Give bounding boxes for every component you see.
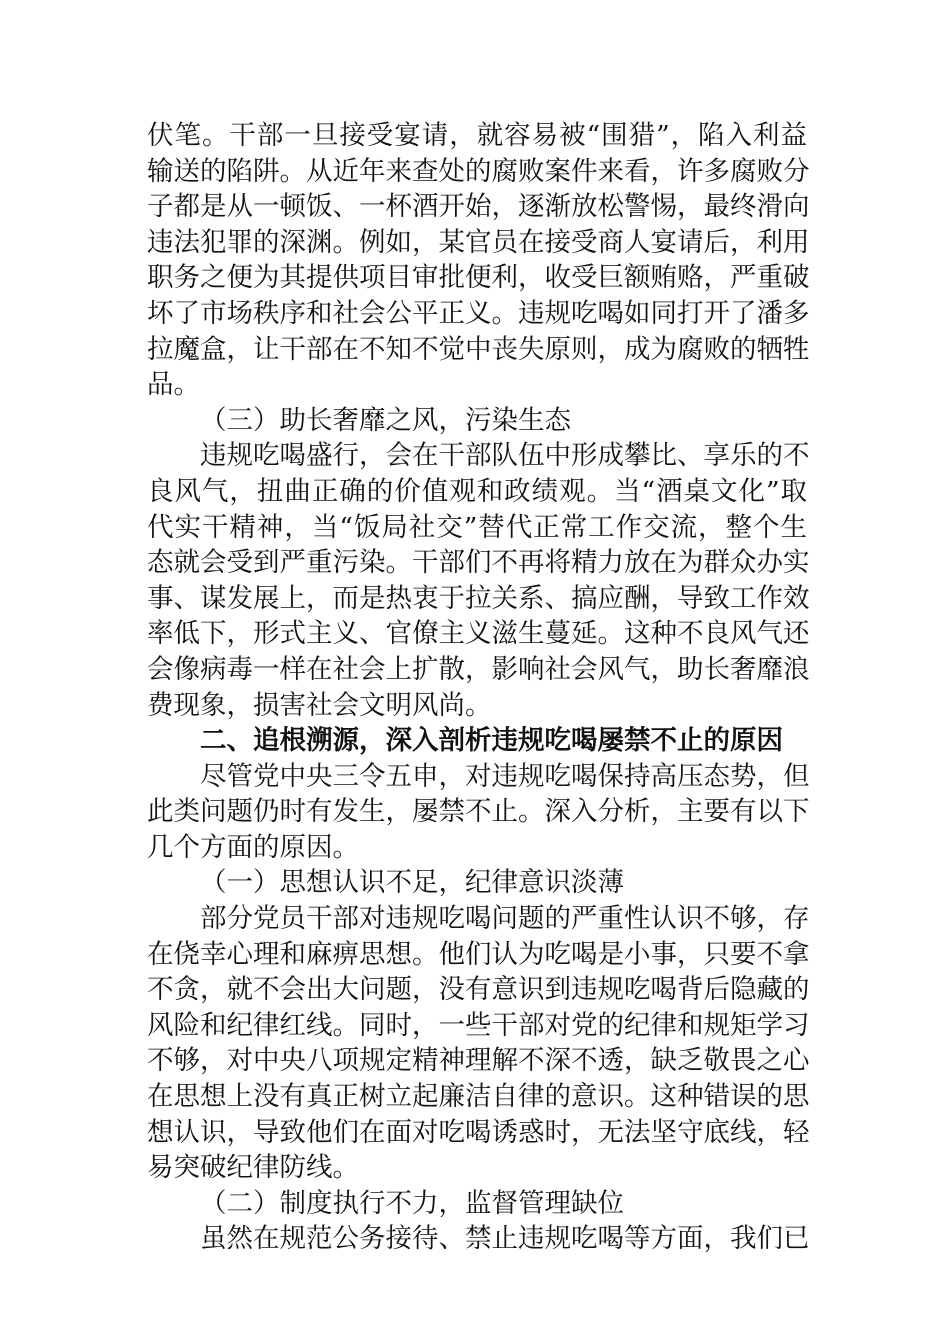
text-line: 子都是从一顿饭、一杯酒开始，逐渐放松警惕，最终滑向 — [147, 191, 810, 223]
text-line: 部分党员干部对违规吃喝问题的严重性认识不够，存 — [200, 903, 810, 935]
paragraph — [147, 438, 810, 723]
sub-heading: （二）制度执行不力，监督管理缺位 — [200, 1187, 624, 1219]
text-line: 事、谋发展上，而是热衷于拉关系、搞应酬，导致工作效 — [147, 582, 810, 614]
text-line: 此类问题仍时有发生，屡禁不止。深入分析，主要有以下 — [147, 796, 810, 828]
text-line: 代实干精神，当“饭局社交”替代正常工作交流，整个生 — [147, 511, 807, 543]
text-line: 在侥幸心理和麻痹思想。他们认为吃喝是小事，只要不拿 — [147, 938, 810, 970]
text-line: 良风气，扭曲正确的价值观和政绩观。当“酒桌文化”取 — [147, 475, 807, 507]
paragraph — [147, 901, 810, 1186]
text-line: 坏了市场秩序和社会公平正义。违规吃喝如同打开了潘多 — [147, 297, 810, 329]
text-line: 尽管党中央三令五申，对违规吃喝保持高压态势，但 — [200, 760, 810, 792]
text-line: 会像病毒一样在社会上扩散，影响社会风气，助长奢靡浪 — [147, 653, 810, 685]
paragraph — [147, 759, 810, 866]
text-line: 易突破纪律防线。 — [147, 1152, 359, 1184]
text-line: 违法犯罪的深渊。例如，某官员在接受商人宴请后，利用 — [147, 226, 810, 258]
text-line: 几个方面的原因。 — [147, 831, 359, 863]
text-line: 想认识，导致他们在面对吃喝诱惑时，无法坚守底线，轻 — [147, 1116, 810, 1148]
text-line: 态就会受到严重污染。干部们不再将精力放在为群众办实 — [147, 547, 810, 579]
text-line: 违规吃喝盛行，会在干部队伍中形成攀比、享乐的不 — [200, 440, 810, 472]
text-line: 职务之便为其提供项目审批便利，收受巨额贿赂，严重破 — [147, 262, 810, 294]
document-page — [147, 118, 810, 1257]
text-line: 率低下，形式主义、官僚主义滋生蔓延。这种不良风气还 — [147, 618, 810, 650]
sub-heading: （一）思想认识不足，纪律意识淡薄 — [200, 867, 624, 899]
text-line: 费现象，损害社会文明风尚。 — [147, 689, 492, 721]
text-line: 伏笔。干部一旦接受宴请，就容易被“围猎”，陷入利益 — [147, 120, 807, 151]
section-heading: 二、追根溯源，深入剖析违规吃喝屡禁不止的原因 — [200, 725, 783, 757]
text-line: 虽然在规范公务接待、禁止违规吃喝等方面，我们已 — [200, 1223, 810, 1255]
text-line: 不够，对中央八项规定精神理解不深不透，缺乏敬畏之心 — [147, 1045, 810, 1077]
text-line: 不贪，就不会出大问题，没有意识到违规吃喝背后隐藏的 — [147, 974, 810, 1006]
text-line: 品。 — [147, 369, 200, 401]
sub-heading: （三）助长奢靡之风，污染生态 — [200, 404, 571, 436]
text-line: 在思想上没有真正树立起廉洁自律的意识。这种错误的思 — [147, 1081, 810, 1113]
paragraph-continued — [147, 118, 810, 403]
paragraph — [147, 1221, 810, 1257]
text-line: 拉魔盒，让干部在不知不觉中丧失原则，成为腐败的牺牲 — [147, 333, 810, 365]
text-line: 输送的陷阱。从近年来查处的腐败案件来看，许多腐败分 — [147, 155, 810, 187]
text-line: 风险和纪律红线。同时，一些干部对党的纪律和规矩学习 — [147, 1009, 810, 1041]
